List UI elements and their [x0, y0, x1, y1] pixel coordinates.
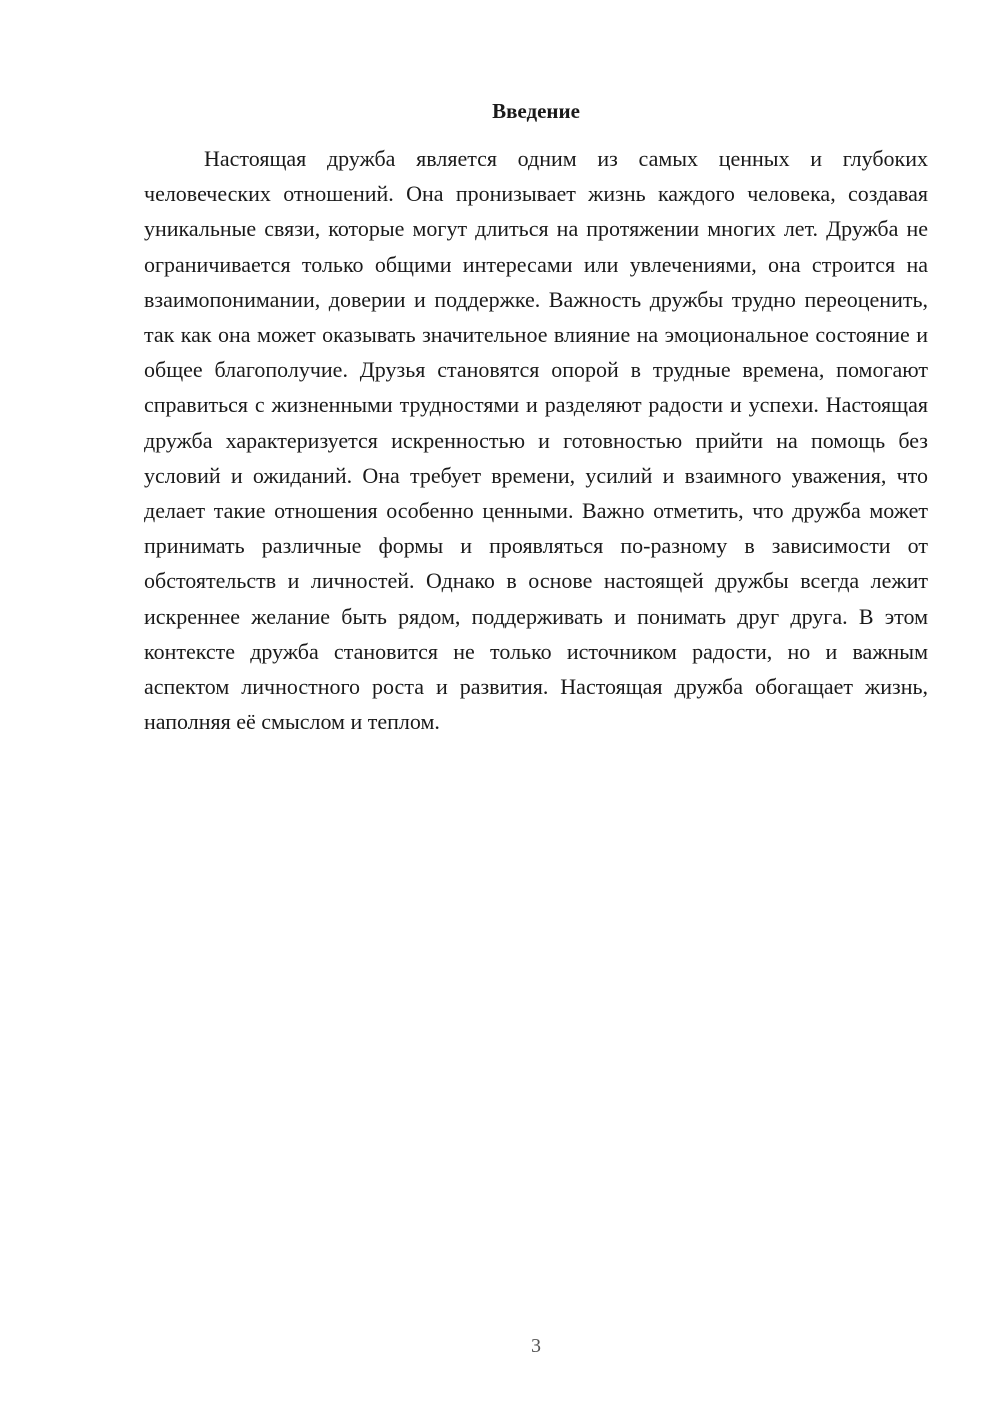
- body-paragraph: Настоящая дружба является одним из самых ценных и глубоких человеческих отношений. Она пронизывает жизнь каждого человека, создавая уникальные связи, которые могут длиться на протяжении многих лет. Дружба не ограничивается только общими интересами или увлечениями, она строится на взаимопонимании, доверии и поддержке. Важность дружбы трудно переоценить, так как она может оказывать значительное влияние на эмоциональное состояние и общее благополучие. Друзья становятся опорой в трудные времена, помогают справиться с жизненными трудностями и разделяют радости и успехи. Настоящая дружба характеризуется искренностью и готовностью прийти на помощь без условий и ожиданий. Она требует времени, усилий и взаимного уважения, что делает такие отношения особенно ценными. Важно отметить, что дружба может принимать различные формы и проявляться по-разному в зависимости от обстоятельств и личностей. Однако в основе настоящей дружбы всегда лежит искреннее желание быть рядом, поддерживать и понимать друг друга. В этом контексте дружба становится не только источником радости, но и важным аспектом личностного роста и развития. Настоящая дружба обогащает жизнь, наполняя её смыслом и теплом.: [144, 146, 928, 735]
- section-title: Введение: [492, 99, 580, 123]
- page-number: 3: [531, 1335, 541, 1357]
